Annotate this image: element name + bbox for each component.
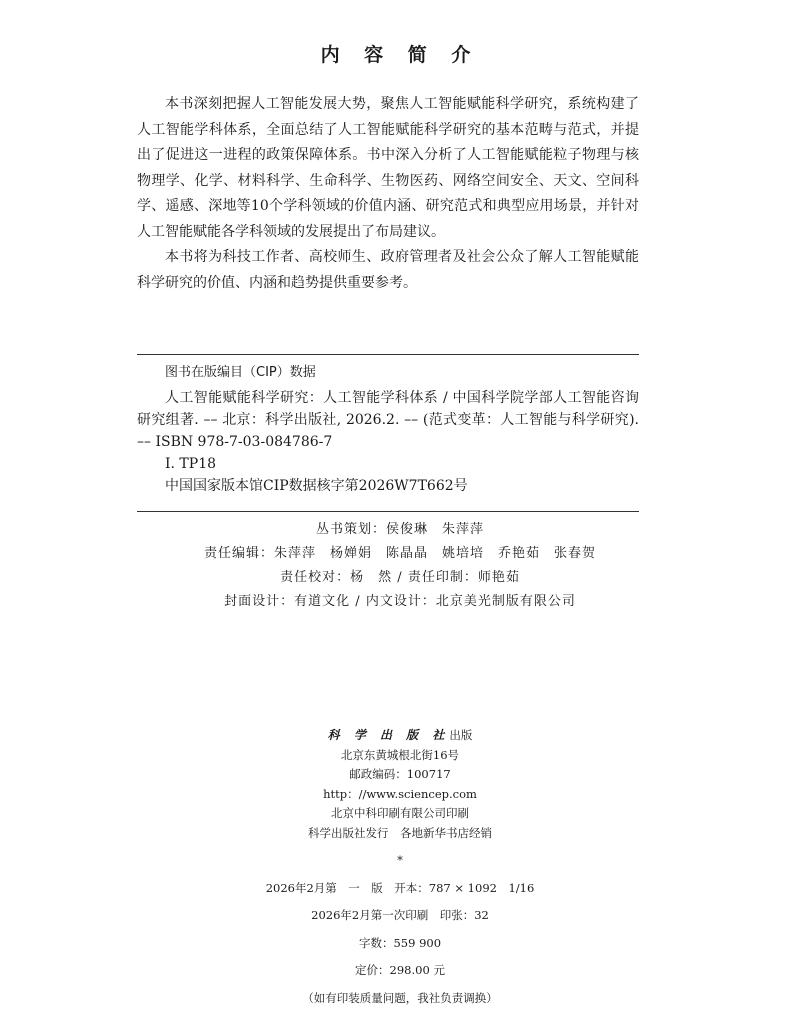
cip-top-rule (137, 354, 639, 355)
separator-asterisk: * (397, 853, 403, 867)
book-summary (137, 92, 639, 296)
publisher-line (0, 726, 800, 746)
cip-classification: Ⅰ. TP18 (165, 456, 217, 472)
cip-record: 人工智能赋能科学研究：人工智能学科体系 / 中国科学院学部人工智能咨询研究组著. –– 北京：科学出版社, 2026.2. –– (范式变革：人工智能与科学研究). –– ISBN 978-7-03-084786-7 (137, 390, 639, 450)
printer: 北京中科印刷有限公司印刷 (331, 806, 469, 820)
cip-block (137, 362, 639, 497)
printing-info: 2026年2月第一次印刷 印张：32 (311, 908, 489, 922)
summary-paragraph: 本书深刻把握人工智能发展大势，聚焦人工智能赋能科学研究，系统构建了人工智能学科体系，全面总结了人工智能赋能科学研究的基本范畴与范式，并提出了促进这一进程的政策保障体系。书中深入分析了人工智能赋能粒子物理与核物理学、化学、材料科学、生命科学、生物医药、网络空间安全、天文、空间科学、遥感、深地等10个学科领域的价值内涵、研究范式和典型应用场景，并针对人工智能赋能各学科领域的发展提出了布局建议。 (137, 96, 639, 240)
summary-paragraph: 本书将为科技工作者、高校师生、政府管理者及社会公众了解人工智能赋能科学研究的价值、内涵和趋势提供重要参考。 (137, 249, 639, 291)
quality-notice: （如有印装质量问题，我社负责调换） (302, 990, 498, 1005)
edition-info: 2026年2月第 一 版 开本：787 × 1092 1/16 (265, 880, 535, 895)
price: 定价：298.00 元 (355, 963, 445, 977)
cip-heading: 图书在版编目（CIP）数据 (165, 365, 316, 380)
credit-line: 封面设计：有道文化 / 内文设计：北京美光制版有限公司 (224, 594, 576, 609)
publisher-address: 北京东黄城根北街16号 (340, 747, 460, 762)
editorial-credits (0, 518, 800, 614)
cip-bottom-rule (137, 511, 639, 512)
word-count: 字数：559 900 (358, 935, 442, 950)
publisher-info (0, 726, 800, 1008)
cip-approval: 中国国家版本馆CIP数据核字第2026W7T662号 (165, 478, 468, 494)
distribution: 科学出版社发行 各地新华书店经销 (308, 825, 492, 840)
credit-line: 责任编辑：朱萍萍 杨婵娟 陈晶晶 姚培培 乔艳茹 张春贺 (203, 546, 596, 561)
page-title: 内 容 简 介 (320, 44, 480, 66)
publisher-logo: 科 学 出 版 社 (327, 728, 450, 742)
credit-line: 丛书策划：侯俊琳 朱萍萍 (315, 522, 484, 537)
publisher-postcode: 邮政编码：100717 (349, 767, 451, 781)
credit-line: 责任校对：杨 然 / 责任印制：师艳茹 (280, 570, 520, 585)
publisher-website: http：//www.sciencep.com (323, 786, 477, 801)
publisher-suffix: 出版 (449, 728, 473, 742)
